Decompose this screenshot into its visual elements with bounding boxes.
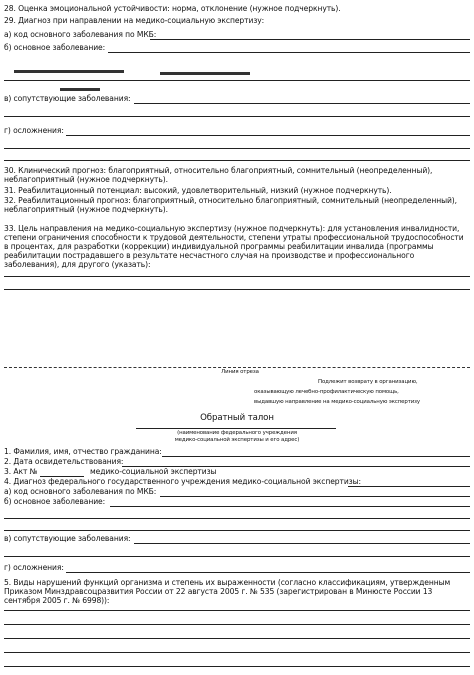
- fill-line: [4, 160, 470, 161]
- field-3-suffix: медико-социальной экспертизы: [90, 467, 217, 476]
- field-3-prefix: 3. Акт №: [4, 467, 38, 476]
- fill-line: [162, 456, 470, 457]
- org-caption-2: медико-социальной экспертизы и его адрес): [174, 437, 300, 443]
- cut-line: [4, 367, 470, 368]
- fill-line: [4, 289, 470, 290]
- field-1: 1. Фамилия, имя, отчество гражданина:: [4, 447, 162, 456]
- org-line: [136, 428, 336, 429]
- talon-title: Обратный талон: [200, 413, 274, 423]
- fill-line: [4, 666, 470, 667]
- item-31: 31. Реабилитационный потенциал: высокий, удовлетворительный, низкий (нужное подчеркнуть).: [4, 186, 392, 195]
- redacted-text: [60, 88, 100, 91]
- fill-line: [4, 624, 470, 625]
- field-5: 5. Виды нарушений функций организма и степень их выраженности (согласно классификациям, утвержденным Приказом Минздравсоцразвития России от 22 августа 2005 г. № 535 (зарегистрирован в Минюсте России 13 сентября 2005 г. № 6998)):: [4, 578, 451, 605]
- fill-line: [4, 116, 470, 117]
- field-4: 4. Диагноз федерального государственного учреждения медико-социальной экспертизы:: [4, 477, 361, 486]
- fill-line: [134, 543, 470, 544]
- fill-line: [4, 638, 470, 639]
- item-29b: б) основное заболевание:: [4, 43, 106, 52]
- field-4v: в) сопутствующие заболевания:: [4, 534, 131, 543]
- fill-line: [4, 610, 470, 611]
- item-29v: в) сопутствующие заболевания:: [4, 94, 131, 103]
- return-note-3: выдавшую направление на медико-социальную экспертизу: [254, 399, 421, 405]
- fill-line: [160, 496, 470, 497]
- item-29g: г) осложнения:: [4, 126, 64, 135]
- org-caption-1: (наименование федерального учреждения: [177, 430, 297, 436]
- redacted-text: [14, 70, 124, 73]
- fill-line: [150, 39, 470, 40]
- fill-line: [66, 135, 470, 136]
- fill-line: [4, 518, 470, 519]
- fill-line: [110, 506, 470, 507]
- fill-line: [4, 530, 470, 531]
- item-32: 32. Реабилитационный прогноз: благоприятный, относительно благоприятный, сомнительный (неопределенный), неблагоприятный (нужное подчеркнуть).: [4, 196, 457, 214]
- item-29: 29. Диагноз при направлении на медико-социальную экспертизу:: [4, 16, 265, 25]
- fill-line: [108, 52, 470, 53]
- item-33: 33. Цель направления на медико-социальную экспертизу (нужное подчеркнуть): для установления инвалидности, степени ограничения способности к трудовой деятельности, степени утраты профессиональной трудоспособности в процентах, для разработки (коррекции) индивидуальной программы реабилитации инвалида (программы реабилитации пострадавшего в результате несчастного случая на производстве и профессионального заболевания), для другого (указать):: [4, 224, 464, 269]
- return-note-2: оказывающую лечебно-профилактическую помощь,: [254, 389, 399, 395]
- field-4b: б) основное заболевание:: [4, 497, 106, 506]
- fill-line: [66, 572, 470, 573]
- item-30: 30. Клинический прогноз: благоприятный, относительно благоприятный, сомнительный (неопределенный), неблагоприятный (нужное подчеркнуть).: [4, 166, 433, 184]
- fill-line: [4, 652, 470, 653]
- cut-line-label: Линия отреза: [221, 369, 259, 375]
- field-4a: а) код основного заболевания по МКБ:: [4, 487, 157, 496]
- fill-line: [4, 148, 470, 149]
- fill-line: [4, 80, 470, 81]
- redacted-text: [160, 72, 250, 75]
- return-note-1: Подлежит возврату в организацию,: [318, 379, 418, 385]
- field-2: 2. Дата освидетельствования:: [4, 457, 124, 466]
- fill-line: [4, 556, 470, 557]
- item-28: 28. Оценка эмоциональной устойчивости: норма, отклонение (нужное подчеркнуть).: [4, 4, 341, 13]
- fill-line: [134, 103, 470, 104]
- fill-line: [4, 276, 470, 277]
- fill-line: [348, 486, 470, 487]
- field-4g: г) осложнения:: [4, 563, 64, 572]
- item-29a: а) код основного заболевания по МКБ:: [4, 30, 157, 39]
